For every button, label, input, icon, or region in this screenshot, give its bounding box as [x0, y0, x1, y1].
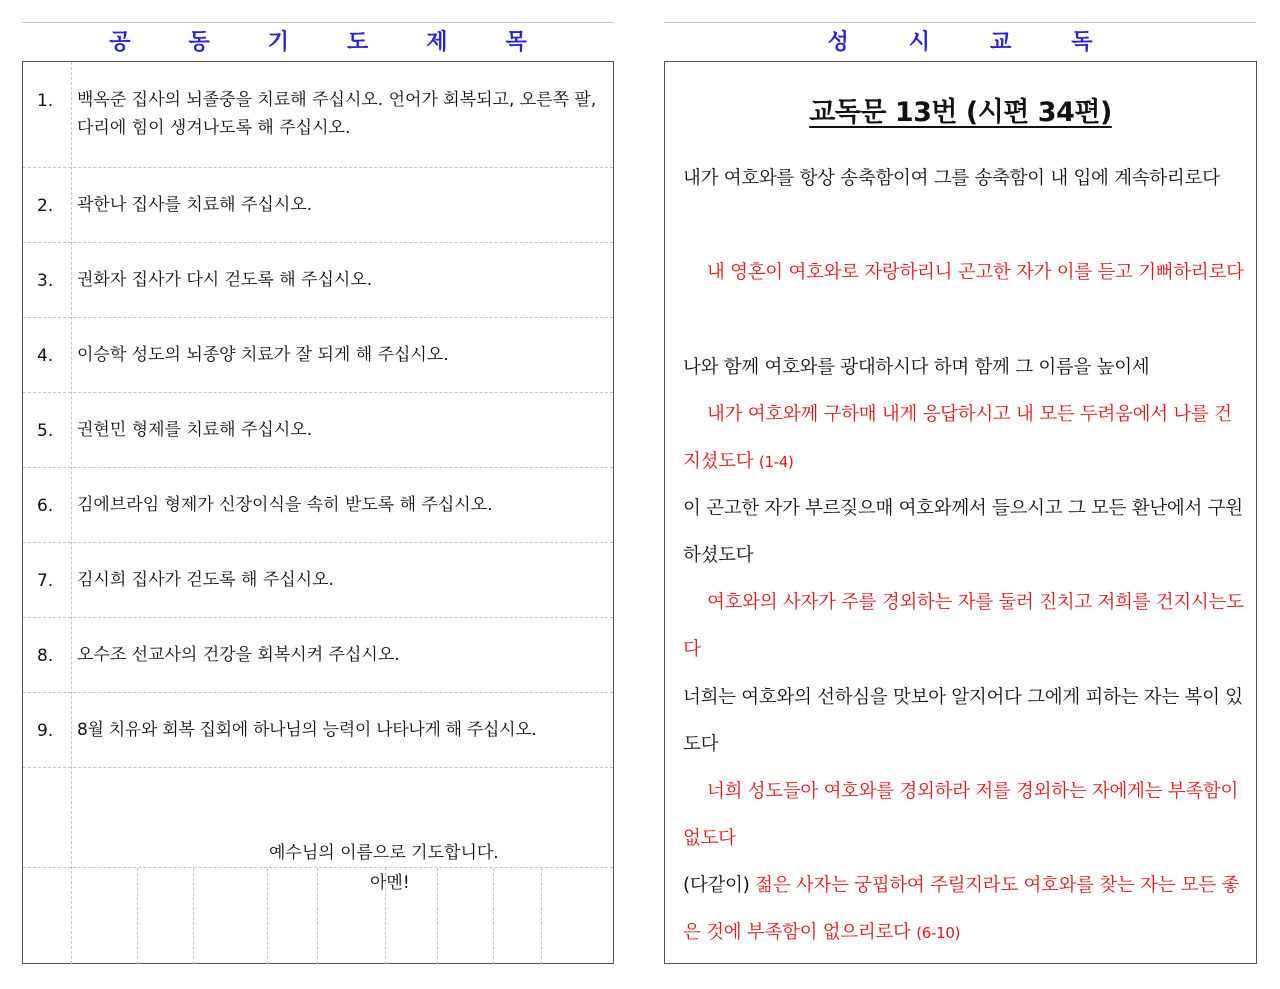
prayer-text: 곽한나 집사를 치료해 주십시오.: [77, 195, 313, 215]
reading-unison-verse: [683, 862, 1249, 957]
verse-text: 여호와의 사자가 주를 경외하는 자를 둘러 진치고 저희를 건지시는도다: [683, 592, 1244, 660]
title-char: 성: [827, 29, 849, 55]
verse-text: 이 곤고한 자가 부르짖으매 여호와께서 들으시고 그 모든 환난에서 구원하셨도다: [683, 498, 1243, 566]
reading-leader-verse: [683, 485, 1249, 579]
prayer-item: [23, 168, 613, 243]
responsive-reading-title: [664, 22, 1256, 57]
prayer-text: 김시희 집사가 걷도록 해 주십시오.: [77, 570, 334, 590]
title-char: 목: [505, 29, 527, 55]
reading-heading: 교독문 13번 (시편 34편): [809, 97, 1112, 128]
prayer-item: [23, 243, 613, 318]
prayer-number: 9.: [37, 721, 54, 741]
verse-reference: (6-10): [916, 924, 961, 942]
unison-label: (다같이): [683, 875, 750, 896]
reading-congregation-verse: [683, 249, 1249, 296]
grid-divider: [437, 868, 438, 964]
prayer-number: 8.: [37, 646, 54, 666]
prayer-number: 4.: [37, 346, 54, 366]
prayer-item: [23, 318, 613, 393]
verse-text: 내 영혼이 여호와로 자랑하리니 곤고한 자가 이를 듣고 기뻐하리로다: [707, 262, 1244, 283]
verse-text: 젊은 사자는 궁핍하여 주릴지라도 여호와를 찾는 자는 모든 좋은 것에 부족함이 없으리로다: [683, 875, 1240, 943]
prayer-item: [23, 468, 613, 543]
reading-leader-verse: [683, 674, 1249, 768]
title-char: 교: [990, 29, 1012, 55]
prayer-number: 1.: [37, 91, 54, 111]
reading-congregation-verse: [683, 768, 1249, 862]
grid-divider: [267, 868, 268, 964]
grid-divider: [137, 868, 138, 964]
grid-divider: [193, 868, 194, 964]
prayer-text: 권화자 집사가 다시 걷도록 해 주십시오.: [77, 270, 373, 290]
prayer-number: 5.: [37, 421, 54, 441]
reading-congregation-verse: [683, 579, 1249, 673]
verse-text: 내가 여호와께 구하매 내게 응답하시고 내 모든 두려움에서 나를 건지셨도다: [683, 404, 1232, 472]
prayer-number: 2.: [37, 196, 54, 216]
verse-text: 나와 함께 여호와를 광대하시다 하며 함께 그 이름을 높이세: [683, 357, 1150, 378]
prayer-item: [23, 618, 613, 693]
verse-text: 너희 성도들아 여호와를 경외하라 저를 경외하는 자에게는 부족함이 없도다: [683, 781, 1239, 849]
title-char: 도: [347, 29, 369, 55]
title-char: 공: [109, 29, 131, 55]
prayer-item: [23, 393, 613, 468]
verse-text: 너희는 여호와의 선하심을 맛보아 알지어다 그에게 피하는 자는 복이 있도다: [683, 687, 1243, 755]
prayer-list-box: [22, 61, 614, 964]
prayer-item: [23, 543, 613, 618]
title-char: 제: [426, 29, 448, 55]
prayer-text: 백옥준 집사의 뇌졸중을 치료해 주십시오. 언어가 회복되고, 오른쪽 팔, 다리에 힘이 생겨나도록 해 주십시오.: [77, 90, 597, 138]
reading-congregation-verse: [683, 391, 1249, 486]
title-char: 기: [267, 29, 289, 55]
prayer-text: 김에브라임 형제가 신장이식을 속히 받도록 해 주십시오.: [77, 495, 493, 515]
prayer-list-title: [22, 22, 614, 57]
prayer-text: 오수조 선교사의 건강을 회복시켜 주십시오.: [77, 645, 400, 665]
title-char: 독: [1071, 29, 1093, 55]
prayer-text: 권현민 형제를 치료해 주십시오.: [77, 420, 313, 440]
closing-prayer: 예수님의 이름으로 기도합니다.: [269, 843, 499, 863]
prayer-item: [23, 693, 613, 768]
grid-divider: [317, 868, 318, 964]
reading-leader-verse: [683, 155, 1249, 202]
prayer-number: 6.: [37, 496, 54, 516]
amen-text: 아멘!: [370, 873, 410, 893]
prayer-item: [23, 62, 613, 168]
prayer-text: 8월 치유와 회복 집회에 하나님의 능력이 나타나게 해 주십시오.: [77, 720, 537, 740]
reading-leader-verse: [683, 344, 1249, 391]
prayer-number: 3.: [37, 271, 54, 291]
verse-reference: (1-4): [758, 453, 794, 471]
title-char: 시: [908, 29, 930, 55]
prayer-text: 이승학 성도의 뇌종양 치료가 잘 되게 해 주십시오.: [77, 345, 449, 365]
prayer-number: 7.: [37, 571, 54, 591]
grid-divider: [493, 868, 494, 964]
title-char: 동: [188, 29, 210, 55]
grid-divider: [541, 868, 542, 964]
responsive-reading-box: [664, 61, 1257, 964]
verse-text: 내가 여호와를 항상 송축함이여 그를 송축함이 내 입에 계속하리로다: [683, 168, 1220, 189]
